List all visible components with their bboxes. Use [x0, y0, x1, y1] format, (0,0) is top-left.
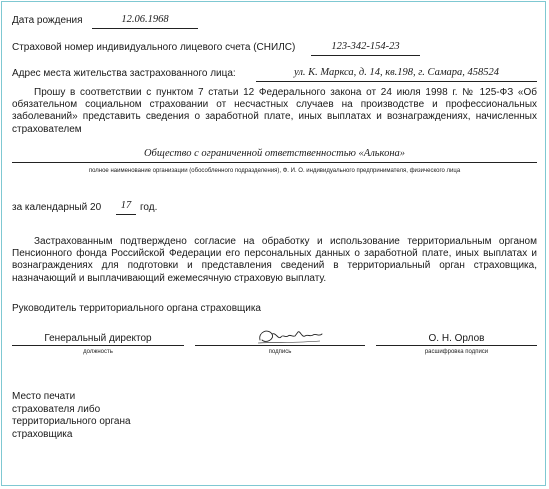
head-position-underline — [12, 345, 184, 346]
signature-underline — [195, 345, 365, 346]
head-name-underline — [376, 345, 537, 346]
request-paragraph: Прошу в соответствии с пунктом 7 статьи 12 Федерального закона от 24 июля 1998 г. № 125-ФЗ «Об обязательном социальном страховании от несчастных случаев на производстве и профессиональных заболеваний» представить сведения о заработной плате, иных выплатах и вознаграждениях, начисленных страхователем — [12, 87, 537, 135]
year-prefix: за календарный 20 — [12, 202, 102, 213]
year-underline — [116, 214, 136, 215]
birth-date-value: 12.06.1968 — [121, 14, 169, 25]
snils-value: 123-342-154-23 — [331, 41, 400, 52]
birth-date-underline — [92, 28, 198, 29]
organization-value: Общество с ограниченной ответственностью «Алькона» — [143, 148, 406, 159]
year-value: 17 — [120, 200, 132, 211]
stamp-line-4: страховщика — [12, 428, 73, 440]
head-label: Руководитель территориального органа страховщика — [12, 303, 261, 314]
stamp-block — [12, 391, 131, 441]
organization-caption: полное наименование организации (обособленного подразделения), Ф. И. О. индивидуального предпринимателя, физического лица — [88, 168, 461, 174]
snils-underline — [311, 55, 420, 56]
address-value: ул. К. Маркса, д. 14, кв.198, г. Самара, 458524 — [293, 67, 500, 78]
year-suffix: год. — [140, 202, 158, 213]
snils-label: Страховой номер индивидуального лицевого счета (СНИЛС) — [12, 42, 296, 53]
consent-paragraph: Застрахованным подтверждено согласие на обработку и использование территориальным органом Пенсионного фонда Российской Федерации его персональных данных о заработной плате, иных выплатах и вознаграждениях для подготовки и представления сведений в территориальный орган страховщика, назначающий и выплачивающий ежемесячную страховую выплату. — [12, 236, 537, 284]
head-position-value: Генеральный директор — [44, 333, 152, 344]
head-position-caption: должность — [83, 349, 113, 355]
stamp-line-3: территориального органа — [12, 416, 131, 427]
head-name-value: О. Н. Орлов — [428, 333, 485, 344]
address-label: Адрес места жительства застрахованного лица: — [12, 68, 236, 79]
stamp-line-2: страхователя либо — [12, 403, 101, 415]
head-name-caption: расшифровка подписи — [424, 349, 489, 355]
organization-underline — [12, 162, 537, 163]
address-underline — [256, 81, 537, 82]
birth-date-label: Дата рождения — [12, 15, 83, 26]
stamp-line-1: Место печати — [12, 391, 76, 402]
signature-caption: подпись — [268, 349, 292, 355]
